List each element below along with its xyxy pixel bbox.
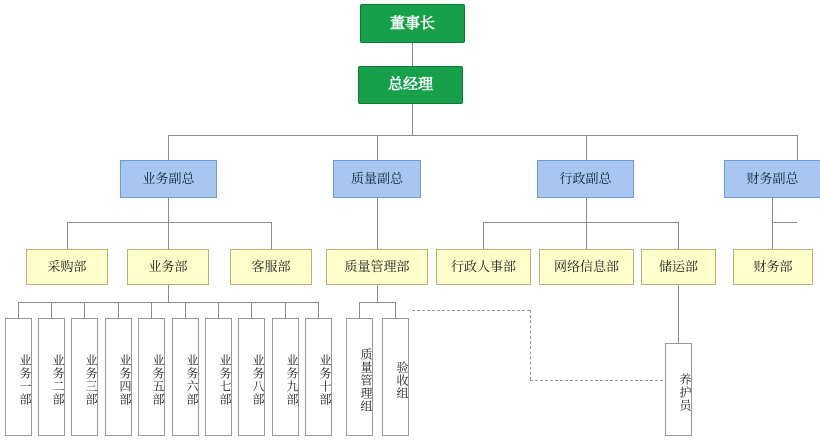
node-vp-business[interactable] (120, 160, 217, 198)
node-team-b6-label: 业务六部 (185, 354, 199, 406)
node-team-b3-label: 业务三部 (84, 354, 98, 406)
connector-dept-storage-stub (678, 222, 679, 249)
node-team-quality-group[interactable] (346, 318, 373, 436)
node-team-inspection-label: 验收组 (395, 360, 409, 400)
connector-dept-hr-stub (483, 222, 484, 249)
connector-storage-maintainer (678, 285, 679, 343)
node-team-b7[interactable] (205, 318, 232, 436)
connector-dept-network-stub (586, 222, 587, 249)
connector-vp-admin-stub (586, 135, 587, 160)
connector-team-b4-stub (118, 302, 119, 318)
node-vp-admin[interactable] (537, 160, 634, 198)
connector-vpadmin-down (586, 198, 587, 222)
dashed-link-top (412, 310, 530, 311)
connector-dept-finance-stub (772, 222, 773, 249)
node-team-inspection[interactable] (382, 318, 409, 436)
connector-quality-group-stub (359, 302, 360, 318)
connector-vpbus-bus (67, 222, 271, 223)
node-team-b6[interactable] (172, 318, 199, 436)
node-team-maintainer[interactable] (665, 343, 692, 436)
connector-chairman-gm (412, 43, 413, 68)
node-team-b2-label: 业务二部 (51, 354, 65, 406)
node-team-b1-label: 业务一部 (18, 354, 32, 406)
node-dept-business[interactable] (127, 249, 209, 285)
connector-dept-business-stub (168, 222, 169, 249)
node-chairman[interactable] (360, 4, 465, 43)
node-team-b1[interactable] (5, 318, 32, 436)
node-team-b8[interactable] (238, 318, 265, 436)
node-dept-quality[interactable] (326, 249, 428, 285)
node-dept-storage-label: 储运部 (658, 258, 698, 274)
node-dept-finance[interactable] (733, 249, 813, 285)
connector-vpfinance-bus (772, 222, 797, 223)
connector-vp-quality-stub (377, 135, 378, 160)
node-team-b5[interactable] (138, 318, 165, 436)
node-dept-service-label: 客服部 (251, 258, 291, 274)
connector-vpquality-down (377, 198, 378, 249)
connector-team-b10-stub (318, 302, 319, 318)
connector-team-b8-stub (251, 302, 252, 318)
connector-vpbus-down (168, 198, 169, 222)
dashed-link-vertical (530, 310, 531, 380)
connector-team-b5-stub (151, 302, 152, 318)
node-dept-network-label: 网络信息部 (553, 258, 619, 274)
node-dept-business-label: 业务部 (148, 258, 188, 274)
connector-vpadmin-bus (483, 222, 678, 223)
connector-gm-down (412, 103, 413, 135)
node-team-b10[interactable] (305, 318, 332, 436)
connector-inspection-stub (395, 302, 396, 318)
connector-team-b3-stub (84, 302, 85, 318)
node-team-b4-label: 业务四部 (118, 354, 132, 406)
connector-quality-down (377, 285, 378, 302)
connector-quality-bus (359, 302, 395, 303)
connector-vpfinance-down (772, 198, 773, 222)
node-team-maintainer-label: 养护员 (678, 373, 692, 412)
connector-vp-business-stub (168, 135, 169, 160)
node-general-manager[interactable] (358, 66, 463, 104)
node-dept-service[interactable] (230, 249, 312, 285)
node-chairman-label: 董事长 (389, 14, 435, 32)
connector-team-b6-stub (185, 302, 186, 318)
connector-team-b2-stub (51, 302, 52, 318)
node-vp-quality[interactable] (333, 160, 421, 198)
node-dept-purchase[interactable] (26, 249, 108, 285)
node-dept-purchase-label: 采购部 (47, 258, 87, 274)
node-vp-business-label: 业务副总 (142, 170, 195, 186)
node-team-b10-label: 业务十部 (318, 354, 332, 406)
node-dept-network[interactable] (539, 249, 634, 285)
connector-team-b7-stub (218, 302, 219, 318)
connector-business-down (168, 285, 169, 302)
node-team-b9-label: 业务九部 (285, 354, 299, 406)
connector-vp-finance-stub (797, 135, 798, 160)
dashed-link-bottom (530, 380, 678, 381)
node-team-quality-group-label: 质量管理组 (359, 347, 373, 413)
connector-vp-bus (168, 135, 798, 136)
node-dept-hr[interactable] (436, 249, 531, 285)
node-dept-finance-label: 财务部 (753, 258, 793, 274)
node-dept-storage[interactable] (641, 249, 716, 285)
node-team-b7-label: 业务七部 (218, 354, 232, 406)
node-vp-quality-label: 质量副总 (350, 170, 403, 186)
connector-dept-service-stub (271, 222, 272, 249)
node-team-b4[interactable] (105, 318, 132, 436)
node-vp-finance-label: 财务副总 (746, 170, 799, 186)
node-general-manager-label: 总经理 (387, 76, 433, 94)
node-dept-quality-label: 质量管理部 (344, 258, 410, 274)
node-team-b8-label: 业务八部 (251, 354, 265, 406)
node-dept-hr-label: 行政人事部 (450, 258, 516, 274)
connector-team-b1-stub (18, 302, 19, 318)
connector-team-b9-stub (285, 302, 286, 318)
node-vp-finance[interactable] (724, 160, 820, 198)
connector-dept-purchase-stub (67, 222, 68, 249)
node-vp-admin-label: 行政副总 (559, 170, 612, 186)
node-team-b5-label: 业务五部 (151, 354, 165, 406)
node-team-b9[interactable] (272, 318, 299, 436)
node-team-b2[interactable] (38, 318, 65, 436)
node-team-b3[interactable] (71, 318, 98, 436)
connector-teams-bus (18, 302, 318, 303)
